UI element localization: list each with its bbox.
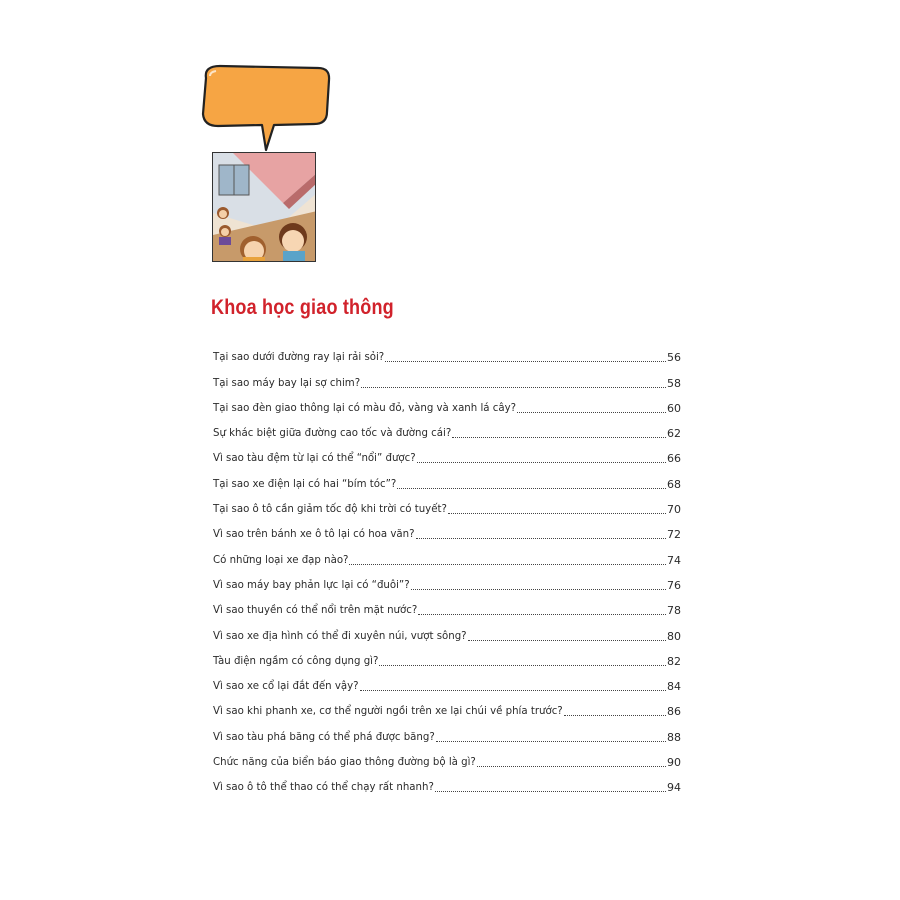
toc-item[interactable] <box>213 593 681 618</box>
toc-item-title: Tại sao dưới đường ray lại rải sỏi? <box>213 352 385 364</box>
toc-item[interactable] <box>213 618 681 643</box>
toc-item[interactable] <box>213 719 681 744</box>
speech-bubble-icon <box>196 62 336 154</box>
toc-item[interactable] <box>213 416 681 441</box>
toc-item-title: Vì sao thuyền có thể nổi trên mặt nước? <box>213 605 418 617</box>
toc-item-title: Tại sao máy bay lại sợ chim? <box>213 377 361 389</box>
toc-item-title: Vì sao tàu đệm từ lại có thể “nổi” được? <box>213 453 416 465</box>
toc-item-title: Có những loại xe đạp nào? <box>213 554 349 566</box>
dot-leader <box>397 488 666 489</box>
toc-item-title: Chức năng của biển báo giao thông đường bộ là gì? <box>213 757 476 769</box>
dot-leader <box>435 791 666 792</box>
toc-item[interactable] <box>213 517 681 542</box>
table-of-contents <box>213 340 681 795</box>
toc-item-title: Tại sao xe điện lại có hai “bím tóc”? <box>213 478 397 490</box>
dot-leader <box>517 412 666 413</box>
toc-item-page: 90 <box>667 756 681 770</box>
dot-leader <box>360 690 666 691</box>
toc-item-page: 58 <box>667 376 681 390</box>
toc-item-title: Vì sao khi phanh xe, cơ thể người ngồi trên xe lại chúi về phía trước? <box>213 706 563 718</box>
toc-item-page: 66 <box>667 452 681 466</box>
toc-item-title: Vì sao ô tô thể thao có thể chạy rất nhanh? <box>213 782 434 794</box>
toc-item-page: 56 <box>667 351 681 365</box>
toc-item-title: Tại sao ô tô cần giảm tốc độ khi trời có tuyết? <box>213 504 447 516</box>
toc-item-title: Tại sao đèn giao thông lại có màu đỏ, vàng và xanh lá cây? <box>213 402 517 414</box>
section-title: Khoa học giao thông <box>211 296 394 319</box>
toc-item-page: 78 <box>667 604 681 618</box>
toc-item-title: Vì sao tàu phá băng có thể phá được băng? <box>213 731 435 743</box>
toc-item-title: Sự khác biệt giữa đường cao tốc và đường cái? <box>213 428 452 440</box>
toc-item-page: 84 <box>667 680 681 694</box>
dot-leader <box>468 640 666 641</box>
toc-item-page: 80 <box>667 629 681 643</box>
toc-item-title: Vì sao trên bánh xe ô tô lại có hoa văn? <box>213 529 415 541</box>
comic-illustration <box>212 152 316 262</box>
toc-item-page: 68 <box>667 477 681 491</box>
toc-item[interactable] <box>213 745 681 770</box>
dot-leader <box>411 589 666 590</box>
dot-leader <box>448 513 666 514</box>
toc-item-page: 70 <box>667 503 681 517</box>
toc-item-title: Tàu điện ngầm có công dụng gì? <box>213 655 379 667</box>
toc-item[interactable] <box>213 694 681 719</box>
toc-item-page: 76 <box>667 578 681 592</box>
toc-item[interactable] <box>213 542 681 567</box>
dot-leader <box>416 538 666 539</box>
toc-item-page: 82 <box>667 654 681 668</box>
dot-leader <box>349 564 666 565</box>
dot-leader <box>385 361 666 362</box>
toc-item-page: 72 <box>667 528 681 542</box>
dot-leader <box>452 437 666 438</box>
dot-leader <box>418 614 666 615</box>
toc-item-page: 62 <box>667 427 681 441</box>
dot-leader <box>436 741 666 742</box>
toc-item-page: 86 <box>667 705 681 719</box>
dot-leader <box>379 665 666 666</box>
toc-item-page: 94 <box>667 781 681 795</box>
toc-item[interactable] <box>213 391 681 416</box>
toc-item[interactable] <box>213 340 681 365</box>
toc-item-page: 74 <box>667 553 681 567</box>
dot-leader <box>564 715 666 716</box>
toc-item[interactable] <box>213 365 681 390</box>
toc-item[interactable] <box>213 770 681 795</box>
toc-item[interactable] <box>213 466 681 491</box>
dot-leader <box>417 462 666 463</box>
dot-leader <box>477 766 666 767</box>
dot-leader <box>361 387 666 388</box>
toc-item[interactable] <box>213 669 681 694</box>
toc-item-page: 60 <box>667 401 681 415</box>
toc-item-title: Vì sao máy bay phản lực lại có “đuôi”? <box>213 579 410 591</box>
toc-item-title: Vì sao xe cổ lại đắt đến vậy? <box>213 681 359 693</box>
toc-item[interactable] <box>213 492 681 517</box>
toc-item[interactable] <box>213 644 681 669</box>
toc-item[interactable] <box>213 441 681 466</box>
toc-item-page: 88 <box>667 730 681 744</box>
toc-item[interactable] <box>213 568 681 593</box>
toc-item-title: Vì sao xe địa hình có thể đi xuyên núi, vượt sông? <box>213 630 467 642</box>
